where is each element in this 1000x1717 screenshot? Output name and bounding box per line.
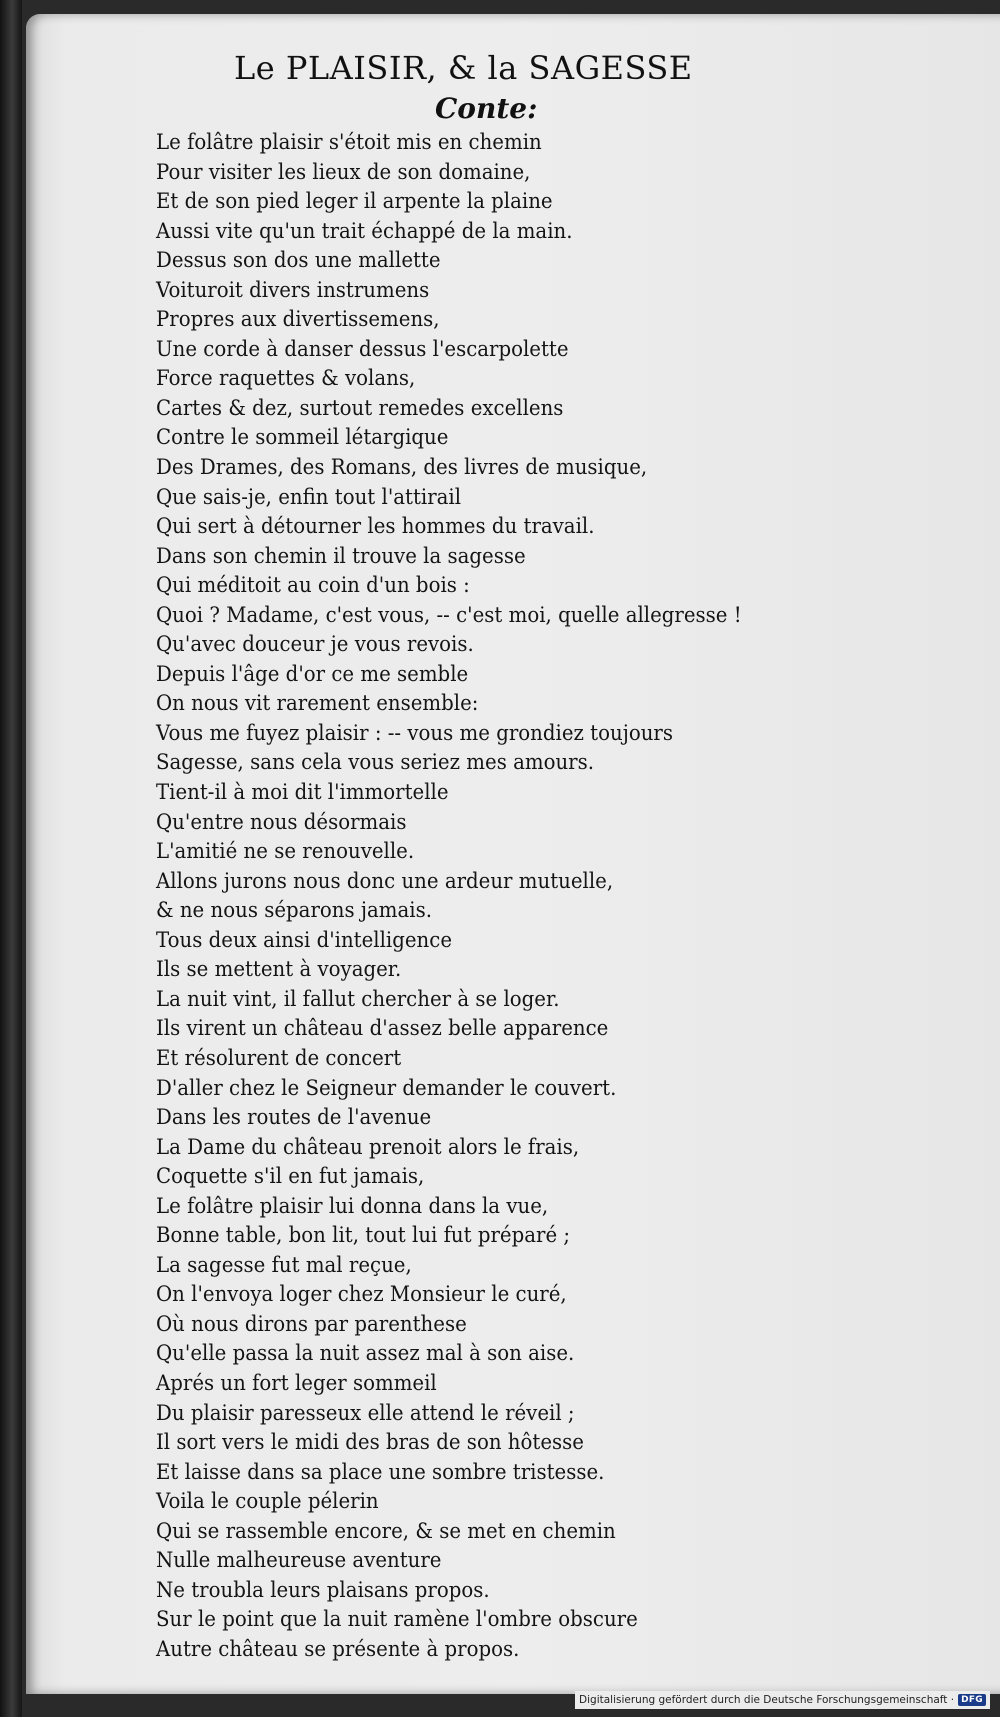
poem-line: La sagesse fut mal reçue, <box>156 1252 412 1277</box>
poem-line: Vous me fuyez plaisir : -- vous me grondiez toujours <box>156 720 673 745</box>
poem-line: Du plaisir paresseux elle attend le réveil ; <box>156 1400 575 1425</box>
poem-line: Tient-il à moi dit l'immortelle <box>156 780 449 805</box>
poem-line: Tous deux ainsi d'intelligence <box>156 927 453 952</box>
page-subtitle: Conte: <box>435 92 538 125</box>
poem-line: Dans les routes de l'avenue <box>156 1105 432 1130</box>
poem-line: Des Drames, des Romans, des livres de musique, <box>156 455 648 480</box>
poem-line: D'aller chez le Seigneur demander le couvert. <box>156 1075 617 1100</box>
poem-line: Coquette s'il en fut jamais, <box>156 1164 425 1189</box>
poem-line: La Dame du château prenoit alors le frais, <box>156 1134 580 1159</box>
poem-line: Sur le point que la nuit ramène l'ombre obscure <box>156 1607 638 1632</box>
poem-line: Sagesse, sans cela vous seriez mes amours. <box>156 750 595 775</box>
poem-line: Et laisse dans sa place une sombre tristesse. <box>156 1459 605 1484</box>
poem-line: Le folâtre plaisir lui donna dans la vue, <box>156 1193 549 1218</box>
poem-line: Qu'elle passa la nuit assez mal à son aise. <box>156 1341 575 1366</box>
poem-line: Aprés un fort leger sommeil <box>156 1370 437 1395</box>
page-title: Le PLAISIR, & la SAGESSE <box>234 49 693 87</box>
poem-line: Voituroit divers instrumens <box>156 277 430 302</box>
poem-line: Une corde à danser dessus l'escarpolette <box>156 336 569 361</box>
poem-line: On l'envoya loger chez Monsieur le curé, <box>156 1282 567 1307</box>
poem-line: Ne troubla leurs plaisans propos. <box>156 1577 490 1602</box>
poem-line: Quoi ? Madame, c'est vous, -- c'est moi, quelle allegresse ! <box>156 602 742 627</box>
poem-line: Qui se rassemble encore, & se met en chemin <box>156 1518 616 1543</box>
poem-line: Que sais-je, enfin tout l'attirail <box>156 484 462 509</box>
poem-line: Allons jurons nous donc une ardeur mutuelle, <box>156 868 614 893</box>
poem-line: Qui sert à détourner les hommes du travail. <box>156 514 595 539</box>
poem-text <box>156 128 816 1664</box>
poem-line: Force raquettes & volans, <box>156 366 416 391</box>
poem-line: Cartes & dez, surtout remedes excellens <box>156 395 564 420</box>
poem-line: Aussi vite qu'un trait échappé de la main. <box>156 218 573 243</box>
poem-line: Le folâtre plaisir s'étoit mis en chemin <box>156 130 542 154</box>
poem-line: Contre le sommeil létargique <box>156 425 449 450</box>
poem-line: Qui méditoit au coin d'un bois : <box>156 573 470 598</box>
poem-line: Bonne table, bon lit, tout lui fut préparé ; <box>156 1223 571 1248</box>
poem-line: Qu'entre nous désormais <box>156 809 407 834</box>
poem-line: Il sort vers le midi des bras de son hôtesse <box>156 1430 584 1455</box>
poem-line: Pour visiter les lieux de son domaine, <box>156 159 531 184</box>
poem-line: Et de son pied leger il arpente la plaine <box>156 189 553 214</box>
poem-line: Ils se mettent à voyager. <box>156 957 402 982</box>
poem-line: & ne nous séparons jamais. <box>156 898 432 923</box>
book-spine <box>0 0 22 1717</box>
digitization-credit <box>575 1691 990 1709</box>
poem-line: Et résolurent de concert <box>156 1045 402 1070</box>
credit-text: Digitalisierung gefördert durch die Deutsche Forschungsgemeinschaft · <box>579 1694 955 1706</box>
poem-line: Propres aux divertissemens, <box>156 307 440 332</box>
poem-line: Où nous dirons par parenthese <box>156 1311 467 1336</box>
poem-line: Autre château se présente à propos. <box>156 1636 520 1661</box>
poem-line: Depuis l'âge d'or ce me semble <box>156 661 469 686</box>
poem-line: Dessus son dos une mallette <box>156 248 441 273</box>
poem-line: Dans son chemin il trouve la sagesse <box>156 543 526 568</box>
poem-line: L'amitié ne se renouvelle. <box>156 839 415 864</box>
poem-line: Voila le couple pélerin <box>156 1489 379 1514</box>
poem-line: Nulle malheureuse aventure <box>156 1548 442 1573</box>
dfg-logo: DFG <box>958 1694 986 1706</box>
poem-line: Ils virent un château d'assez belle apparence <box>156 1016 609 1041</box>
poem-line: La nuit vint, il fallut chercher à se loger. <box>156 986 560 1011</box>
poem-line: Qu'avec douceur je vous revois. <box>156 632 474 657</box>
poem-line: On nous vit rarement ensemble: <box>156 691 479 716</box>
